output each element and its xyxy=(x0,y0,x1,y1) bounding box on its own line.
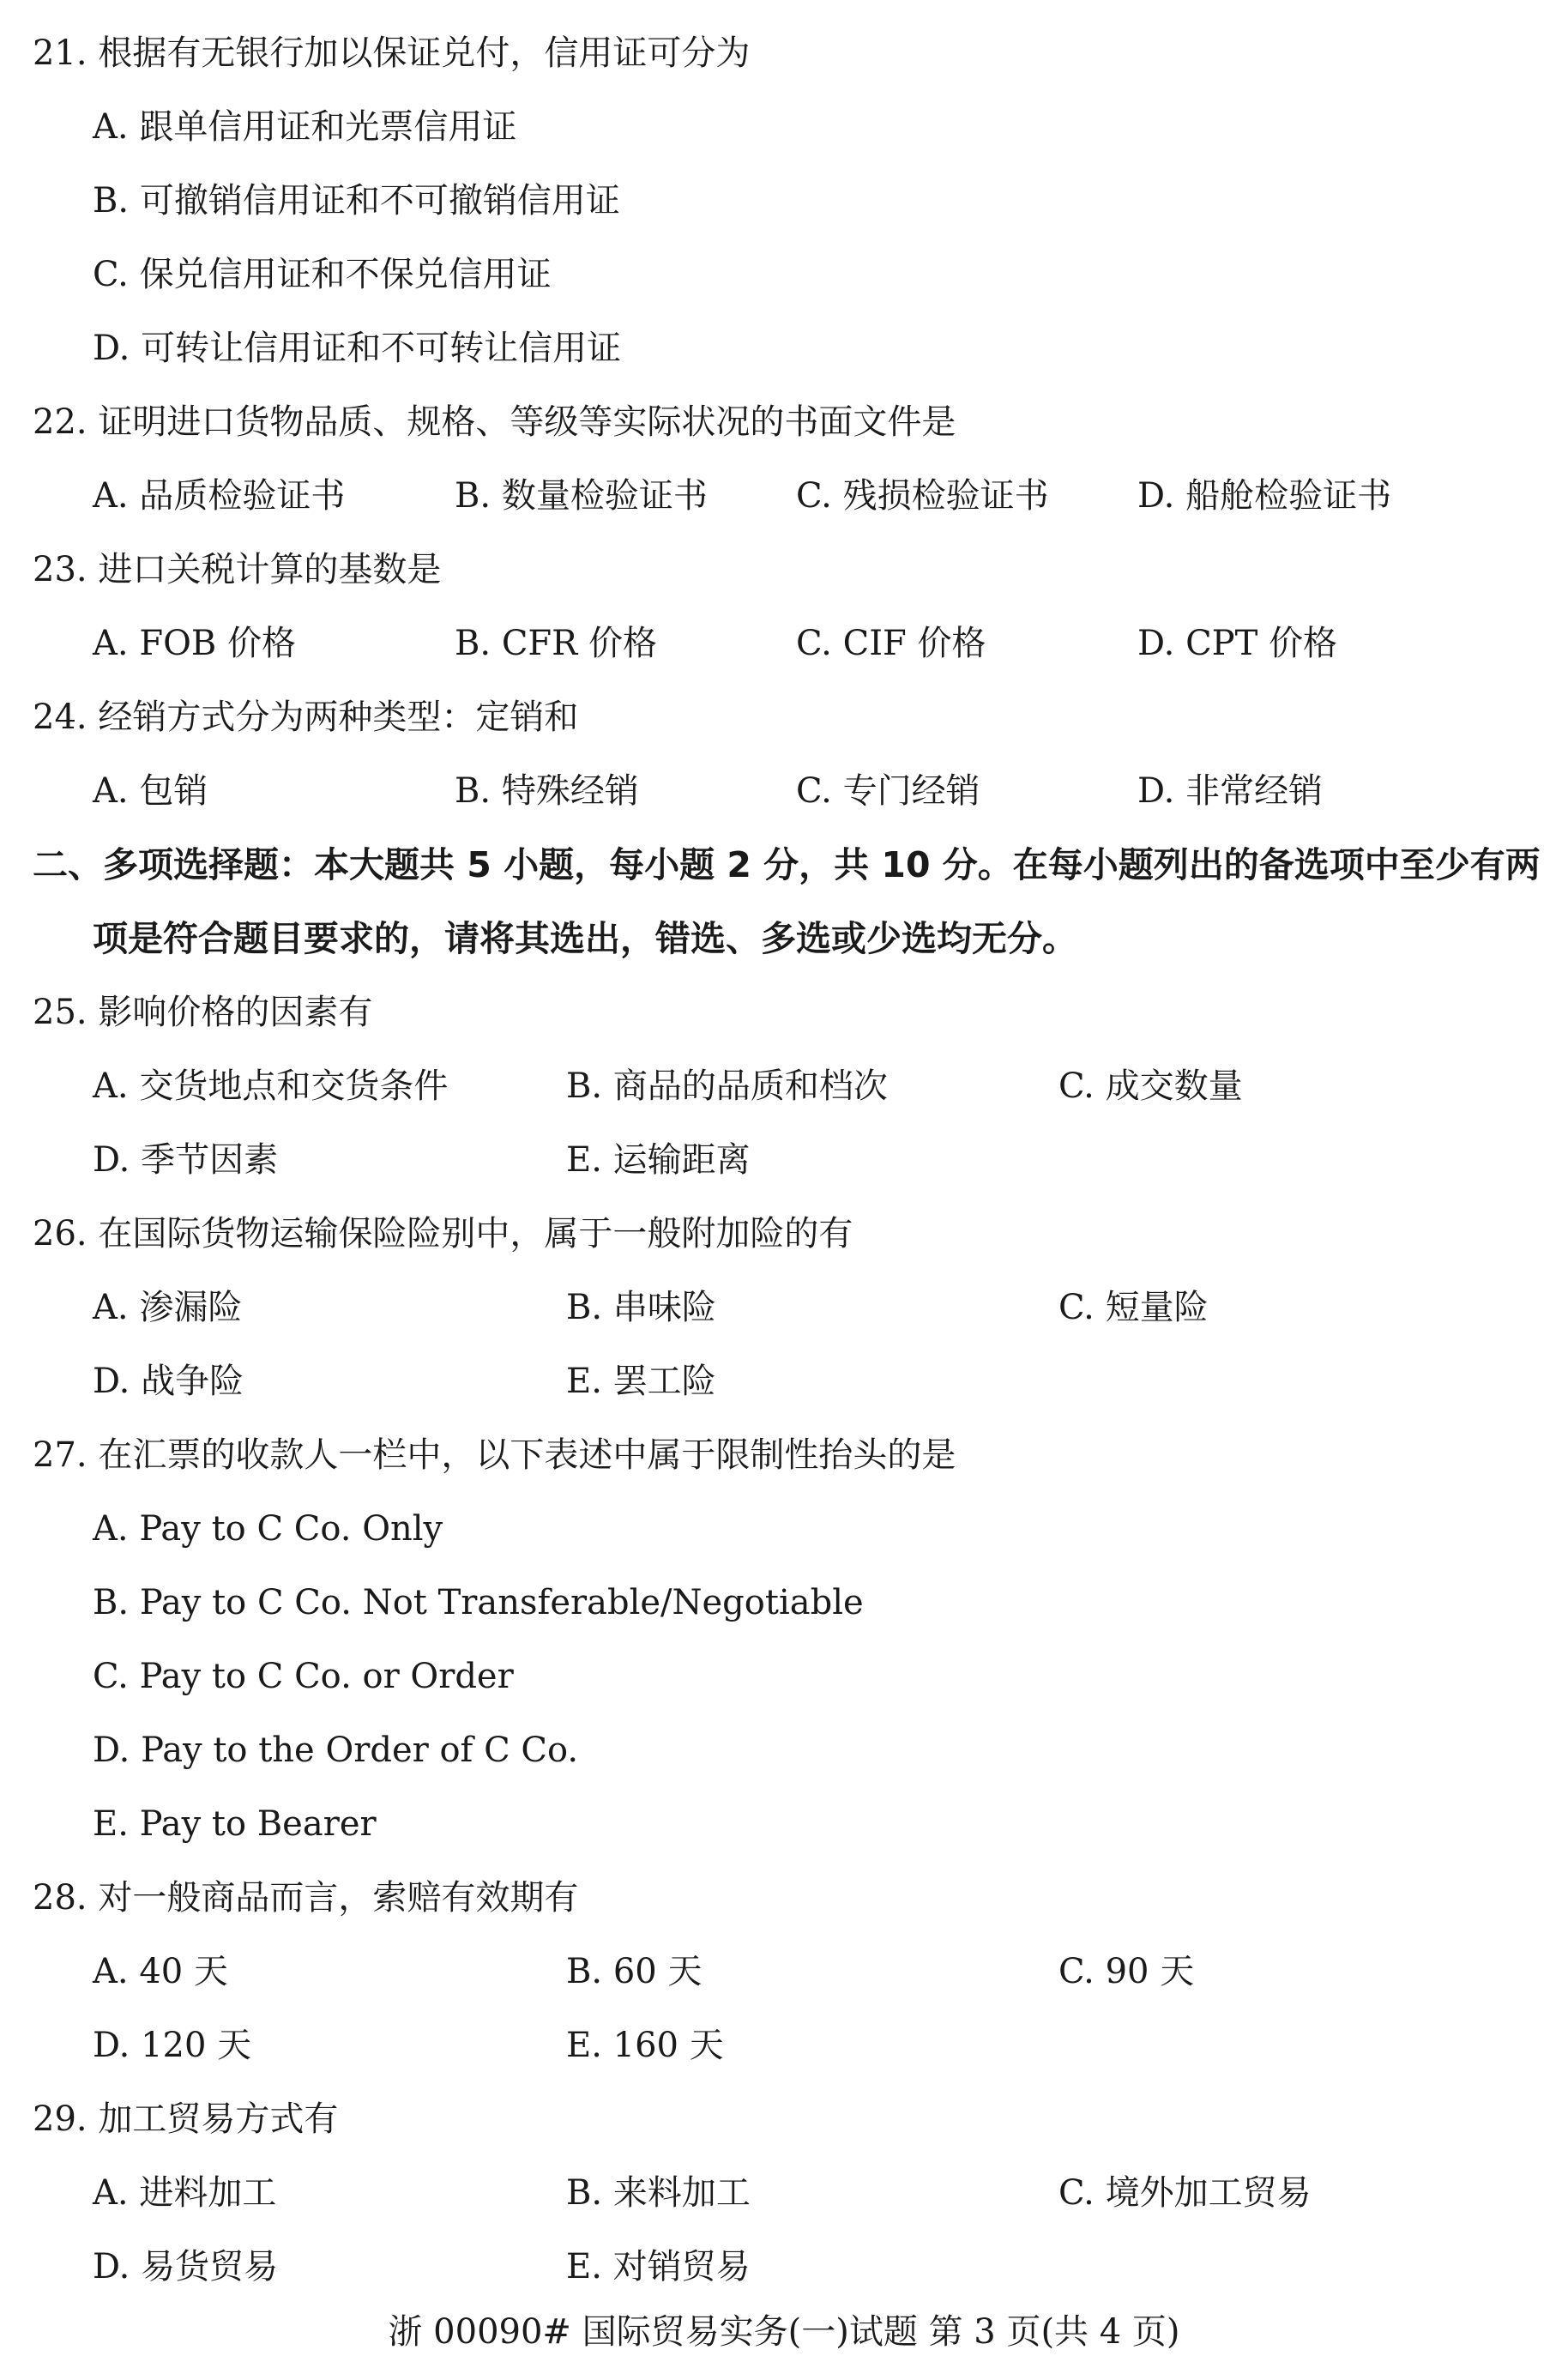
question-28-option-d: D. 120 天 xyxy=(93,2026,252,2065)
page-footer: 浙 00090# 国际贸易实务(一)试题 第 3 页(共 4 页) xyxy=(388,2312,1180,2352)
question-23-option-c: C. CIF 价格 xyxy=(796,624,986,663)
question-28-option-c: C. 90 天 xyxy=(1058,1952,1195,1991)
question-23-option-d: D. CPT 价格 xyxy=(1137,624,1337,663)
question-28-stem: 28. 对一般商品而言，索赔有效期有 xyxy=(33,1878,579,1918)
question-29-stem: 29. 加工贸易方式有 xyxy=(33,2099,339,2139)
question-26-option-c: C. 短量险 xyxy=(1058,1288,1209,1327)
question-25-option-c: C. 成交数量 xyxy=(1058,1066,1243,1106)
question-23-stem: 23. 进口关税计算的基数是 xyxy=(33,550,442,589)
question-29-option-b: B. 来料加工 xyxy=(566,2173,751,2213)
question-21-stem: 21. 根据有无银行加以保证兑付，信用证可分为 xyxy=(33,33,751,73)
question-26-option-a: A. 渗漏险 xyxy=(93,1288,243,1327)
question-29-option-c: C. 境外加工贸易 xyxy=(1058,2173,1312,2213)
question-29-option-a: A. 进料加工 xyxy=(93,2173,277,2213)
question-26-stem: 26. 在国际货物运输保险险别中，属于一般附加险的有 xyxy=(33,1214,853,1253)
question-25-option-e: E. 运输距离 xyxy=(566,1140,751,1180)
question-22-stem: 22. 证明进口货物品质、规格、等级等实际状况的书面文件是 xyxy=(33,402,956,442)
question-27-stem: 27. 在汇票的收款人一栏中，以下表述中属于限制性抬头的是 xyxy=(33,1435,956,1475)
question-29-option-e: E. 对销贸易 xyxy=(566,2247,751,2286)
question-22-option-d: D. 船舱检验证书 xyxy=(1137,476,1392,516)
question-24-stem: 24. 经销方式分为两种类型：定销和 xyxy=(33,698,579,737)
question-25-option-d: D. 季节因素 xyxy=(93,1140,279,1180)
question-26-option-e: E. 罢工险 xyxy=(566,1362,716,1401)
question-26-option-d: D. 战争险 xyxy=(93,1362,244,1401)
question-24-option-a: A. 包销 xyxy=(93,771,208,811)
question-23-option-a: A. FOB 价格 xyxy=(93,624,296,663)
exam-page: 21. 根据有无银行加以保证兑付，信用证可分为 A. 跟单信用证和光票信用证 B. 可撤销信用证和不可撤销信用证 C. 保兑信用证和不保兑信用证 D. 可转让信用证和不可转让信用证 22. 证明进口货物品质、规格、等级等实际状况的书面文件是 A. 品质检验证书 B. 数量检验证书 C. 残损检验证书 D. 船舱检验证书 23. 进口关税计算的基数是 A. FOB 价格 B. CFR 价格 C. CIF 价格 D. CPT 价格 24. 经销方式分为两种类型：定销和 A. 包销 B. 特殊经销 C. 专门经销 D. 非常经销 二、多项选择题：本大题共 5 小题，每小题 2 分，共 10 分。在每小题列出的备选项中至少有两 项是符合题目要求的，请将其选出，错选、多选或少选均无分。 25. 影响价格的因素有 A. 交货地点和交货条件 B. 商品的品质和档次 C. 成交数量 D. 季节因素 E. 运输距离 26. 在国际货物运输保险险别中，属于一般附加险的有 A. 渗漏险 B. 串味险 C. 短量险 D. 战争险 E. 罢工险 27. 在汇票的收款人一栏中，以下表述中属于限制性抬头的是 A. Pay to C Co. Only B. Pay to C Co. Not Transferable/Negotiable C. Pay to C Co. or Order D. Pay to the Order of C Co. E. Pay to Bearer 28. 对一般商品而言，索赔有效期有 A. 40 天 B. 60 天 C. 90 天 D. 120 天 E. 160 天 29. 加工贸易方式有 A. 进料加工 B. 来料加工 C. 境外加工贸易 D. 易货贸易 E. 对销贸易 浙 00090# 国际贸易实务(一)试题 第 3 页(共 4 页) xyxy=(0,0,1568,2374)
section-2-heading-line-1: 二、多项选择题：本大题共 5 小题，每小题 2 分，共 10 分。在每小题列出的备选项中至少有两 xyxy=(33,844,1541,885)
question-24-option-d: D. 非常经销 xyxy=(1137,771,1324,811)
question-24-option-c: C. 专门经销 xyxy=(796,771,980,811)
question-28-option-a: A. 40 天 xyxy=(93,1952,228,1991)
question-23-option-b: B. CFR 价格 xyxy=(455,624,658,663)
question-26-option-b: B. 串味险 xyxy=(566,1288,716,1327)
question-29-option-d: D. 易货贸易 xyxy=(93,2247,279,2286)
question-22-option-b: B. 数量检验证书 xyxy=(455,476,708,516)
question-28-option-e: E. 160 天 xyxy=(566,2026,724,2065)
question-22-option-a: A. 品质检验证书 xyxy=(93,476,346,516)
question-28-option-b: B. 60 天 xyxy=(566,1952,703,1991)
question-24-option-b: B. 特殊经销 xyxy=(455,771,639,811)
section-2-heading-line-2: 项是符合题目要求的，请将其选出，错选、多选或少选均无分。 xyxy=(93,918,1077,959)
question-25-stem: 25. 影响价格的因素有 xyxy=(33,993,373,1032)
question-22-option-c: C. 残损检验证书 xyxy=(796,476,1049,516)
question-25-option-b: B. 商品的品质和档次 xyxy=(566,1066,888,1106)
question-25-option-a: A. 交货地点和交货条件 xyxy=(93,1066,449,1106)
